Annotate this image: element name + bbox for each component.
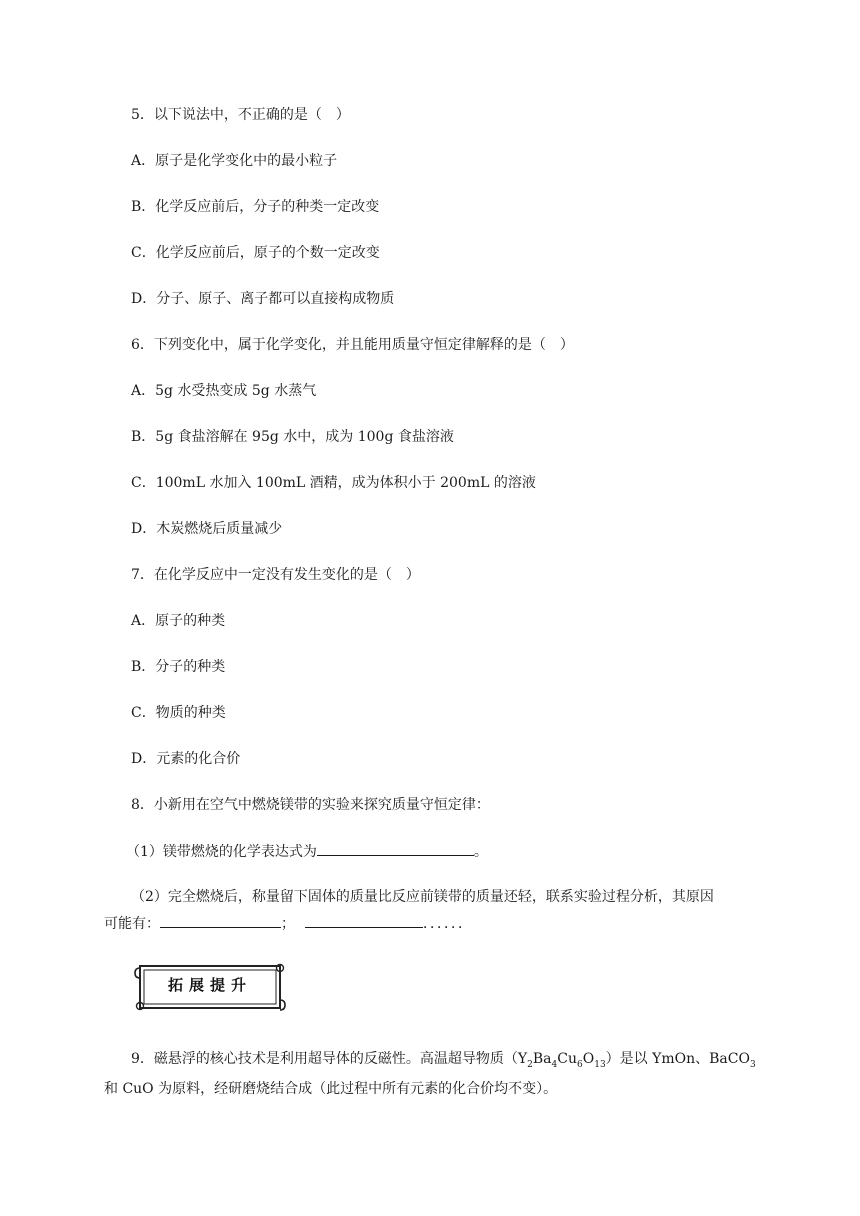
q6-option-c: C．100mL 水加入 100mL 酒精，成为体积小于 200mL 的溶液 [131, 475, 536, 491]
q8-sub2-line1: （2）完全燃烧后，称量留下固体的质量比反应前镁带的质量还轻，联系实验过程分析，其原因 [131, 889, 714, 905]
q9-text-4: O [582, 1051, 595, 1067]
q6-option-b: B．5g 食盐溶解在 95g 水中，成为 100g 食盐溶液 [131, 429, 454, 445]
q5-option-a: A．原子是化学变化中的最小粒子 [131, 153, 338, 169]
q8-sub2-answer-blank-1[interactable] [160, 913, 281, 928]
q9-subscript-cu: 6 [577, 1059, 583, 1070]
q8-sub1 [126, 841, 488, 862]
q8-sub2-prefix: 可能有： [104, 916, 160, 932]
section-banner-scroll [134, 960, 286, 1014]
q7-option-c: C．物质的种类 [131, 705, 226, 721]
q9-subscript-ba: 4 [551, 1059, 558, 1070]
q9-text-3: Cu [557, 1051, 577, 1067]
q8-sub1-prefix: （1）镁带燃烧的化学表达式为 [126, 844, 317, 860]
q7-option-b: B．分子的种类 [131, 659, 226, 675]
q9-text-1: 9．磁悬浮的核心技术是利用超导体的反磁性。高温超导物质（Y [131, 1051, 528, 1067]
q7-option-a: A．原子的种类 [131, 613, 226, 629]
q8-stem: 8．小新用在空气中燃烧镁带的实验来探究质量守恒定律： [131, 797, 490, 813]
q8-sub1-answer-blank[interactable] [317, 841, 474, 856]
q5-option-c: C．化学反应前后，原子的个数一定改变 [131, 245, 380, 261]
q9-subscript-y: 2 [527, 1059, 533, 1070]
q9-subscript-o: 13 [594, 1059, 606, 1070]
q8-sub1-suffix: 。 [473, 844, 488, 860]
q8-sub2-line2 [104, 913, 472, 934]
q5-stem: 5．以下说法中，不正确的是（ ） [131, 107, 350, 123]
q8-sub2-answer-blank-2[interactable] [305, 913, 423, 928]
q7-option-d: D．元素的化合价 [131, 751, 241, 767]
q9-text-5: ）是以 YmOn、BaCO [605, 1051, 750, 1067]
q5-option-b: B．化学反应前后，分子的种类一定改变 [131, 199, 380, 215]
q6-option-d: D．木炭燃烧后质量减少 [131, 521, 283, 537]
q8-sub2-separator: ； [281, 916, 295, 932]
q6-stem: 6．下列变化中，属于化学变化，并且能用质量守恒定律解释的是（ ） [131, 337, 574, 353]
q9-subscript-co3: 3 [749, 1059, 756, 1070]
q5-option-d: D．分子、原子、离子都可以直接构成物质 [131, 291, 395, 307]
q8-sub2-suffix: ．．．．．． [423, 916, 472, 932]
section-banner-title: 拓展提升 [167, 976, 252, 994]
q9-text-6: 和 CuO 为原料，经研磨烧结合成（此过程中所有元素的化合价均不变）。 [104, 1080, 558, 1097]
q6-option-a: A．5g 水受热变成 5g 水蒸气 [131, 383, 317, 399]
q7-stem: 7．在化学反应中一定没有发生变化的是（ ） [131, 567, 420, 583]
q9-paragraph [104, 1047, 760, 1101]
q9-text-2: Ba [532, 1051, 552, 1067]
